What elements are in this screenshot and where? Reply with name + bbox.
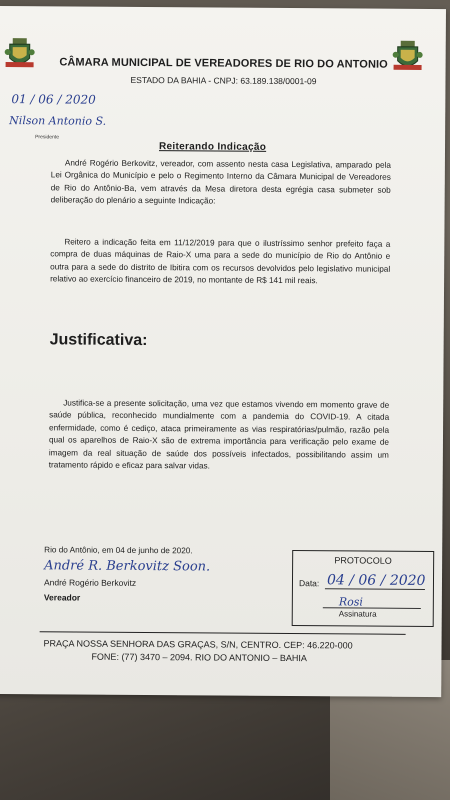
protocol-title: PROTOCOLO bbox=[334, 555, 392, 566]
municipal-crest-icon bbox=[392, 39, 424, 73]
organization-name: CÂMARA MUNICIPAL DE VEREADORES DE RIO DO ANTONIO bbox=[59, 56, 388, 71]
place-and-date: Rio do Antônio, em 04 de junho de 2020. bbox=[44, 545, 193, 556]
signer-role: Vereador bbox=[43, 592, 81, 603]
signer-name: André Rogério Berkovitz bbox=[43, 577, 137, 588]
protocol-date-line bbox=[325, 588, 425, 590]
footer-phone: FONE: (77) 3470 – 2094. RIO DO ANTONIO – BAHIA bbox=[91, 651, 307, 664]
stamp-signature: Nilson Antonio S. bbox=[9, 114, 107, 128]
document-page bbox=[0, 6, 446, 697]
protocol-signature: Rosi bbox=[338, 595, 363, 609]
paragraph-justification bbox=[49, 397, 390, 474]
paragraph-intro-text: André Rogério Berkovitz, vereador, com assento nesta casa Legislativa, amparado pela Lei Orgânica do Município e pelo o Regimento Interno da Câmara Municipal de Vereadores de Rio do Antônio-Ba, vem através da Mesa diretora desta egrégia casa submeter sob deliberação do plenário a seguinte Indicação: bbox=[50, 158, 391, 206]
document-title: Reiterando Indicação bbox=[158, 141, 267, 153]
protocol-box bbox=[292, 550, 435, 627]
received-stamp bbox=[1, 84, 131, 145]
stamp-role: Presidente bbox=[35, 134, 60, 141]
protocol-signature-label: Assinatura bbox=[338, 609, 377, 619]
protocol-date-value: 04 / 06 / 2020 bbox=[326, 572, 426, 589]
footer-divider bbox=[40, 631, 406, 635]
paragraph-request-text: Reitero a indicação feita em 11/12/2019 para que o ilustríssimo senhor prefeito faça a compra de duas máquinas de Raio-X uma para a sede do município de Rio do Antônio e outra para a sede do distrito de Ibitira com os recursos devolvidos pelo legislativo municipal relativo ao exercício financeiro de 2019, no montante de R$ 141 mil reais. bbox=[50, 237, 391, 286]
protocol-date-label: Data: bbox=[298, 578, 320, 589]
footer-address: PRAÇA NOSSA SENHORA DAS GRAÇAS, S/N, CENTRO. CEP: 46.220-000 bbox=[43, 638, 353, 651]
stamp-date: 01 / 06 / 2020 bbox=[11, 92, 96, 107]
justification-heading: Justificativa: bbox=[49, 331, 148, 350]
municipal-crest-icon bbox=[4, 36, 36, 70]
paragraph-intro bbox=[51, 157, 391, 209]
author-signature: André R. Berkovitz Soon. bbox=[44, 558, 211, 575]
organization-subtitle: ESTADO DA BAHIA - CNPJ: 63.189.138/0001-09 bbox=[130, 74, 317, 87]
paragraph-justification-text: Justifica-se a presente solicitação, uma vez que estamos vivendo em momento grave de saúde pública, reconhecido mundialmente com a pandemia do COVID-19. A citada enfermidade, como é cediço, ataca primeiramente as vias respiratórias/pulmão, razão pela qual os aparelhos de Raio-X são de extrema importância para verificação pelo exame de imagem da real situação de saúde dos possíveis infectados, possibilitando assim um tratamento rápido e eficaz para salvar vidas. bbox=[48, 398, 390, 471]
paragraph-request bbox=[50, 236, 390, 288]
